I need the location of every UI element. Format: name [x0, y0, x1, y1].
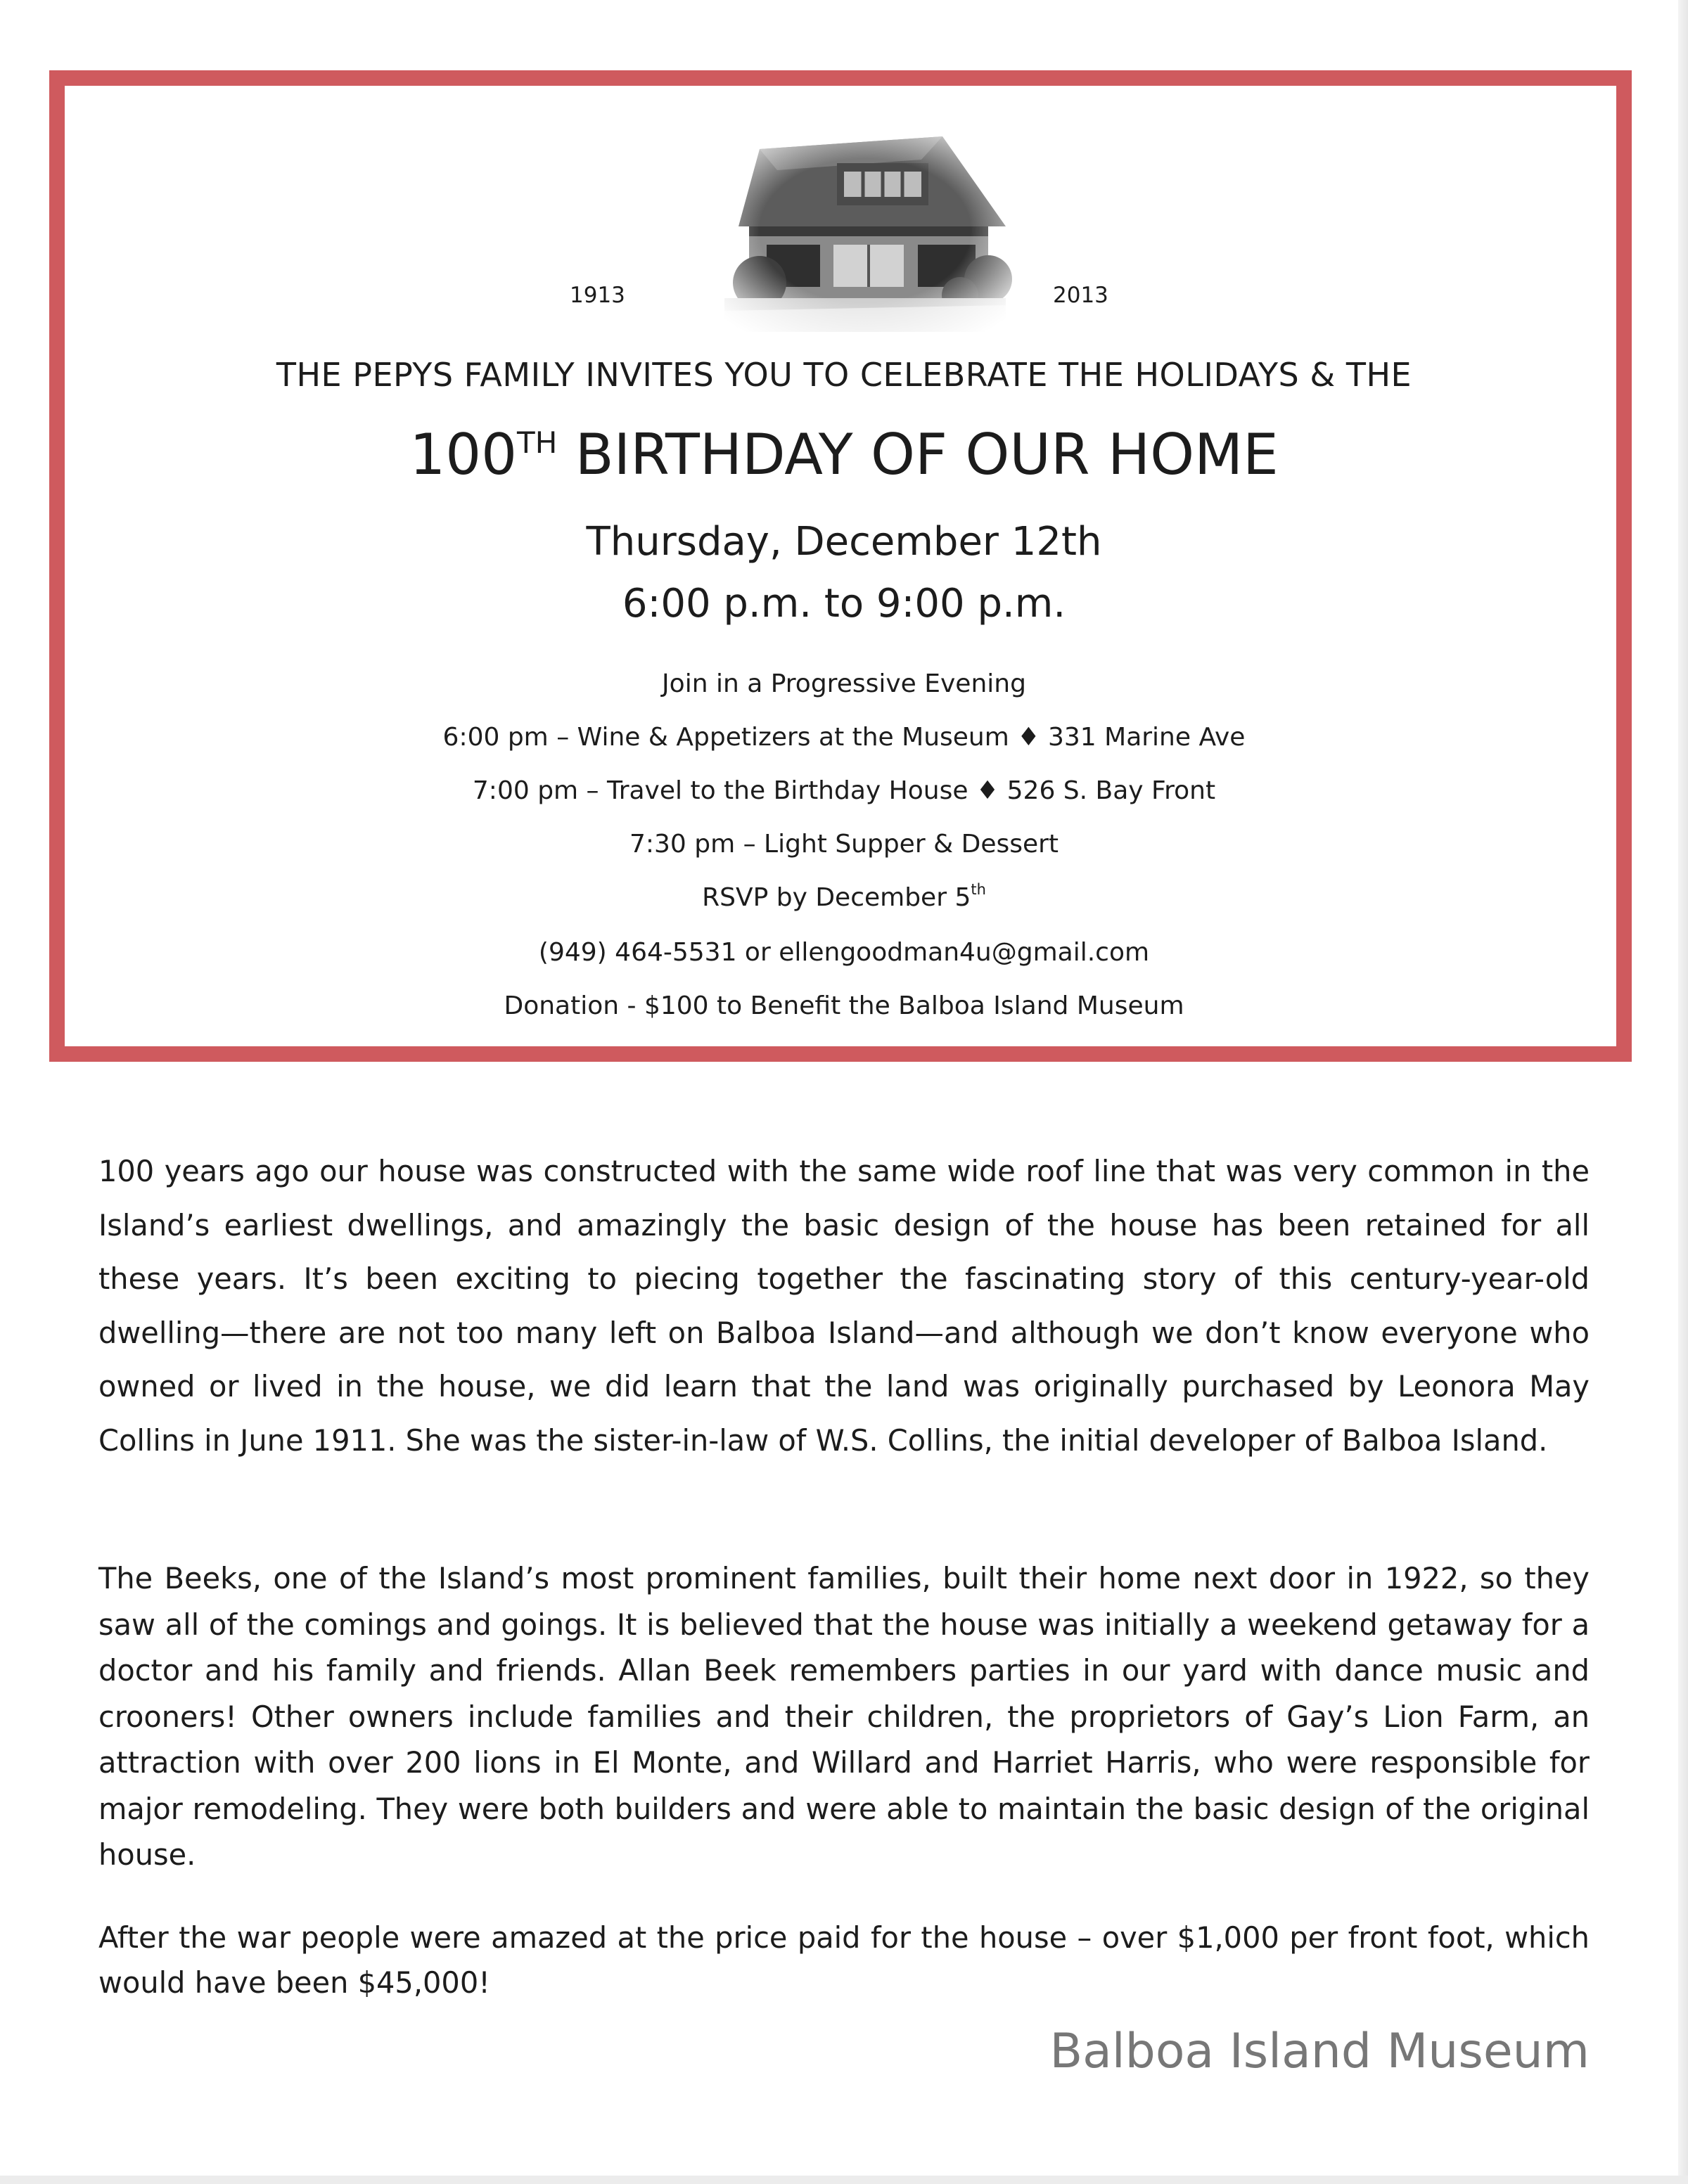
donation-line: Donation - $100 to Benefit the Balboa Island Museum — [504, 991, 1184, 1020]
title-rest: BIRTHDAY OF OUR HOME — [557, 422, 1279, 487]
title-ordinal-suffix: TH — [517, 425, 558, 460]
year-end: 2013 — [1053, 283, 1108, 308]
house-photo — [710, 121, 1020, 332]
year-start: 1913 — [570, 283, 625, 308]
story-paragraph: 100 years ago our house was constructed with the same wide roof line that was very common in the Island’s earliest dwellings, and amazingly the basic design of the house has been retained for all these years. It’s been exciting to piecing together the fascinating story of this century-year-old dwelling—there are not too many left on Balboa Island—and although we don’t know everyone who owned or lived in the house, we did learn that the land was originally purchased by Leonora May Collins in June 1911. She was the sister-in-law of W.S. Collins, the initial developer of Balboa Island. — [98, 1154, 1590, 1458]
program-item-wine: 6:00 pm – Wine & Appetizers at the Museum ♦ 331 Marine Ave — [442, 723, 1246, 752]
rsvp-ordinal-suffix: th — [971, 881, 986, 898]
scan-bottom-edge — [0, 2176, 1688, 2184]
rsvp-deadline — [65, 883, 1623, 912]
program-item-supper: 7:30 pm – Light Supper & Dessert — [629, 830, 1059, 859]
title-number: 100 — [409, 422, 518, 487]
museum-watermark: Balboa Island Museum — [1049, 2024, 1590, 2079]
scan-edge-shadow — [1678, 0, 1688, 2184]
event-time: 6:00 p.m. to 9:00 p.m. — [622, 581, 1066, 627]
event-date: Thursday, December 12th — [586, 519, 1102, 565]
rsvp-contact: (949) 464-5531 or ellengoodman4u@gmail.com — [538, 938, 1150, 967]
rsvp-text: RSVP by December 5 — [702, 883, 971, 912]
invitation-headline: THE PEPYS FAMILY INVITES YOU TO CELEBRATE THE HOLIDAYS & THE — [276, 356, 1412, 394]
story-paragraph: The Beeks, one of the Island’s most prominent families, built their home next door in 1922, so they saw all of the comings and goings. It is believed that the house was initially a weekend getaway for a doctor and his family and friends. Allan Beek remembers parties in our yard with dance music and crooners! Other owners include families and their children, the proprietors of Gay’s Lion Farm, an attraction with over 200 lions in El Monte, and Willard and Harriet Harris, who were responsible for major remodeling. They were both builders and were able to maintain the basic design of the original house. — [98, 1561, 1590, 1872]
program-item-travel: 7:00 pm – Travel to the Birthday House ♦ 526 S. Bay Front — [472, 776, 1216, 805]
program-intro: Join in a Progressive Evening — [662, 669, 1026, 698]
story-paragraph: After the war people were amazed at the price paid for the house – over $1,000 per front foot, which would have been $45,000! — [98, 1920, 1590, 2000]
invitation-title — [65, 422, 1623, 487]
